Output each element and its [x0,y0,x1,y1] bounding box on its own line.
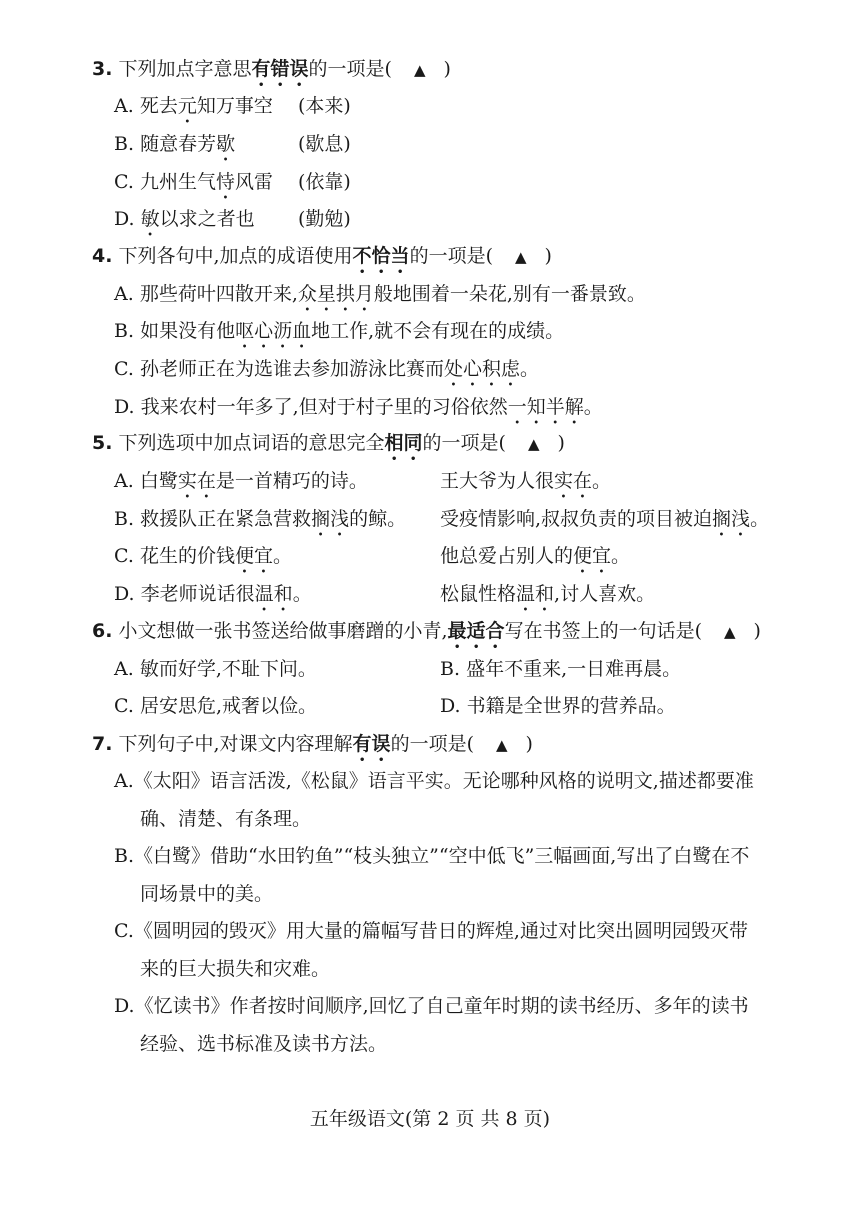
option-line-wrap: 确、清楚、有条理。 [140,808,312,830]
emphasis-text: 不恰当 [352,245,410,267]
dotted-word: 温和 [254,583,293,605]
dotted-char: 元 [177,95,197,117]
option-row [114,394,603,429]
emphasis-text: 相同 [384,432,423,454]
option-row [114,169,273,204]
option-label: A. [114,770,134,792]
stem-text: 下列加点字意思 [118,58,252,80]
question-number: 3. [92,58,113,80]
option-text: 《圆明园的毁灭》用大量的篇幅写昔日的辉煌,通过对比突出圆明园毁灭带 [133,920,748,942]
option-text: 孙老师正在为选谁去参加游泳比赛而 [139,358,444,380]
option-text: 救援队正在紧急营救 [140,508,312,530]
option-row-right [440,693,676,719]
dotted-word: 温和 [516,583,555,605]
stem-text: 下列句子中,对课文内容理解 [118,733,353,755]
answer-triangle-icon: ▲ [514,248,527,266]
option-label: B. [114,320,135,342]
question-7-stem [92,731,533,766]
option-label: D. [114,208,135,230]
option-gloss: (依靠) [298,171,351,193]
stem-text: 下列选项中加点词语的意思完全 [118,432,385,454]
option-row-left [114,543,292,578]
option-text: 敏而好学,不耻下问。 [139,658,317,680]
answer-triangle-icon: ▲ [527,435,540,453]
option-text: 《忆读书》作者按时间顺序,回忆了自己童年时期的读书经历、多年的读书 [134,995,749,1017]
answer-triangle-icon: ▲ [723,623,736,641]
option-text: 我来农村一年多了,但对于村子里的习俗依然 [140,396,508,418]
stem-text-tail: 的一项是( [409,245,493,267]
dotted-idiom: 呕心沥血 [235,320,312,342]
option-label: C. [114,545,134,567]
option-row [114,318,564,353]
option-line-wrap: 来的巨大损失和灾难。 [140,958,331,980]
option-text: 。 [272,545,292,567]
option-text: 那些荷叶四散开来, [139,283,298,305]
option-row-left [114,468,368,503]
option-label: D. [114,583,135,605]
option-text: 白鹭 [139,470,178,492]
dotted-word: 搁浅 [311,508,350,530]
option-label: A. [114,283,134,305]
option-text: 。 [592,470,612,492]
option-gloss: (勤勉) [298,208,351,230]
stem-text-tail: 的一项是( [390,733,474,755]
question-3-stem [92,56,451,91]
option-text: 松鼠性格 [440,583,517,605]
option-text: 《太阳》语言活泼,《松鼠》语言平实。无论哪种风格的说明文,描述都要准 [133,770,754,792]
dotted-word: 实在 [177,470,216,492]
option-text: 随意春芳 [140,133,217,155]
option-line [114,918,748,944]
emphasis-text: 有误 [352,733,391,755]
option-text: 以求之者也 [159,208,255,230]
option-row [114,93,273,128]
question-number: 7. [92,733,113,755]
option-label: B. [114,508,135,530]
paren-close: ) [443,58,451,80]
page-footer: 五年级语文(第 2 页 共 8 页) [309,1108,551,1130]
option-row-right [440,506,769,541]
option-text: 如果没有他 [140,320,236,342]
paren-close: ) [753,620,761,642]
option-row [114,281,646,316]
option-label: A. [114,470,134,492]
option-text: 书籍是全世界的营养品。 [466,695,676,717]
option-text: 盛年不重来,一日难再晨。 [466,658,682,680]
question-4-stem [92,243,552,278]
option-text: 。 [750,508,770,530]
question-5-stem [92,430,565,465]
dotted-word: 便宜 [573,545,612,567]
option-text: 九州生气 [139,171,216,193]
answer-triangle-icon: ▲ [495,736,508,754]
option-text: 。 [611,545,631,567]
option-line [114,768,754,794]
option-label: C. [114,171,134,193]
option-text: 他总爱占别人的 [440,545,574,567]
dotted-char: 歇 [216,133,236,155]
option-row [114,131,235,166]
option-label: D. [114,995,135,1017]
option-label: C. [114,695,134,717]
option-row-right [440,543,630,578]
option-row-left [114,693,317,719]
paren-close: ) [525,733,533,755]
question-6-stem [92,618,761,653]
option-text: 李老师说话很 [140,583,255,605]
option-text: 花生的价钱 [139,545,235,567]
option-text: 受疫情影响,叔叔负责的项目被迫 [440,508,713,530]
stem-text: 小文想做一张书签送给做事磨蹭的小青, [118,620,448,642]
option-label: C. [114,358,134,380]
dotted-word: 实在 [554,470,593,492]
option-row-left [114,581,312,616]
option-label: B. [440,658,461,680]
emphasis-text: 最适合 [447,620,505,642]
option-label: C. [114,920,134,942]
stem-text-tail: 的一项是( [308,58,392,80]
option-text: 死去 [139,95,178,117]
dotted-char: 恃 [215,171,235,193]
dotted-idiom: 众星拱月 [297,283,374,305]
option-label: D. [114,396,135,418]
option-gloss: (本来) [298,95,351,117]
option-row [114,206,255,241]
option-text: 居安思危,戒奢以俭。 [139,695,317,717]
dotted-word: 便宜 [234,545,273,567]
option-row-left [114,506,406,541]
dotted-idiom: 处心积虑 [443,358,520,380]
stem-text: 下列各句中,加点的成语使用 [118,245,353,267]
option-text: ,讨人喜欢。 [554,583,656,605]
option-text: 的鲸。 [349,508,407,530]
option-text: 地工作,就不会有现在的成绩。 [311,320,565,342]
option-label: B. [114,845,135,867]
answer-triangle-icon: ▲ [413,61,426,79]
option-text: 。 [519,358,539,380]
option-text: 《白鹭》借助“水田钓鱼”“枝头独立”“空中低飞”三幅画面,写出了白鹭在不 [134,845,750,867]
option-text: 知万事空 [196,95,273,117]
option-label: B. [114,133,135,155]
option-line [114,993,749,1019]
option-text: 。 [583,396,603,418]
option-row-right [440,656,681,682]
stem-text-tail: 的一项是( [422,432,506,454]
dotted-word: 搁浅 [712,508,751,530]
option-line-wrap: 经验、选书标准及读书方法。 [140,1033,388,1055]
dotted-char: 敏 [140,208,160,230]
option-text: 般地围着一朵花,别有一番景致。 [373,283,646,305]
option-row-right [440,468,611,503]
option-text: 是一首精巧的诗。 [215,470,368,492]
option-line-wrap: 同场景中的美。 [140,883,274,905]
option-row-right [440,581,655,616]
question-number: 6. [92,620,113,642]
question-number: 4. [92,245,113,267]
question-number: 5. [92,432,113,454]
emphasis-text: 有错误 [251,58,309,80]
option-row-left [114,656,317,682]
dotted-idiom: 一知半解 [507,396,584,418]
option-text: 王大爷为人很 [440,470,555,492]
option-text: 。 [292,583,312,605]
paren-close: ) [544,245,552,267]
option-gloss: (歇息) [298,133,351,155]
option-label: A. [114,658,134,680]
paren-close: ) [557,432,565,454]
option-label: D. [440,695,461,717]
option-line [114,843,749,869]
stem-text-tail: 写在书签上的一句话是( [504,620,702,642]
option-label: A. [114,95,134,117]
option-row [114,356,539,391]
option-text: 风雷 [234,171,273,193]
